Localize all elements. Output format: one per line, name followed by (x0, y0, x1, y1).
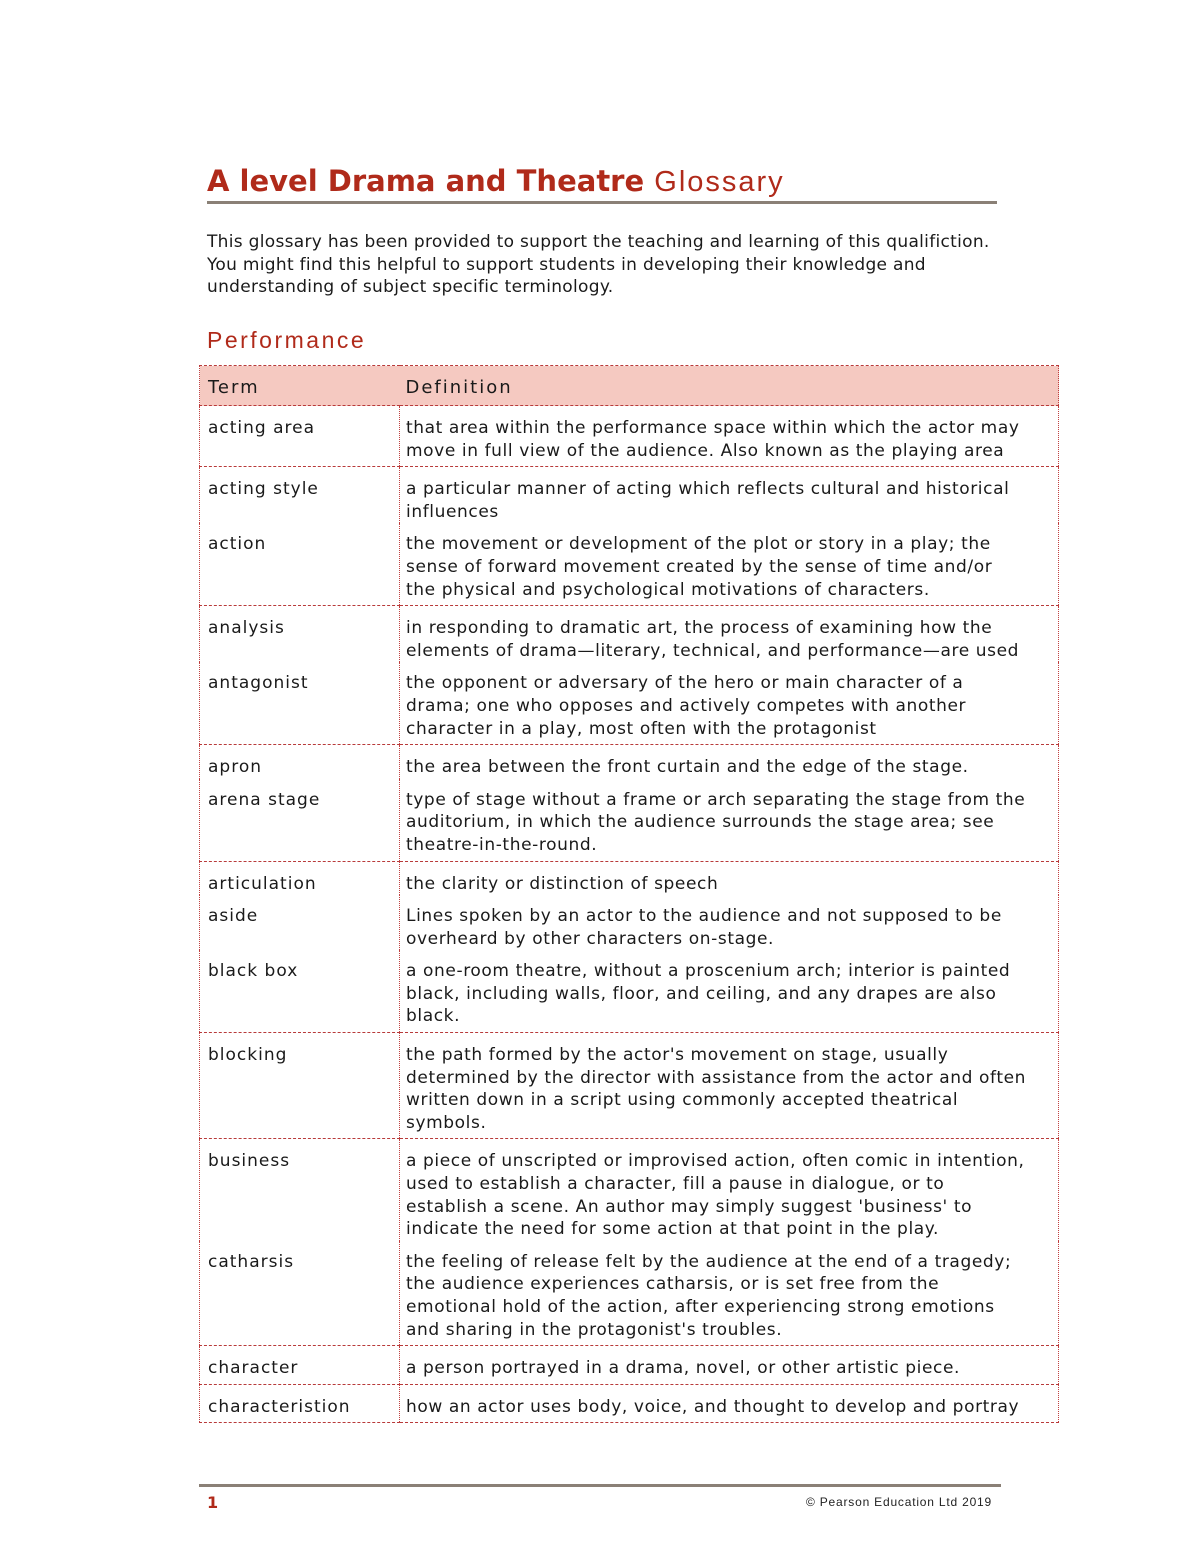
definition-cell (400, 1384, 1059, 1423)
definition-cell (400, 467, 1059, 524)
definition-line: elements of drama—literary, technical, and performance—are used (406, 640, 1020, 661)
definition-line: drama; one who opposes and actively competes with another (406, 695, 967, 716)
definition-line: written down in a script using commonly accepted theatrical (406, 1090, 959, 1111)
definition-line: auditorium, in which the audience surrounds the stage area; see (406, 812, 995, 833)
term-cell: articulation (200, 861, 400, 895)
definition-line: the physical and psychological motivations of characters. (406, 579, 930, 600)
definition-line: sense of forward movement created by the sense of time and/or (406, 556, 993, 577)
definition-line: establish a scene. An author may simply suggest 'business' to (406, 1196, 973, 1217)
intro-line: understanding of subject specific terminology. (207, 277, 614, 297)
definition-line: and sharing in the protagonist's troubles. (406, 1319, 783, 1340)
definition-cell (400, 406, 1059, 467)
term-cell: apron (200, 745, 400, 779)
definition-line: a particular manner of acting which reflects cultural and historical (406, 479, 1010, 500)
definition-line: in responding to dramatic art, the process of examining how the (406, 618, 993, 639)
table-row (200, 662, 1059, 744)
definition-cell (400, 1241, 1059, 1346)
term-cell: antagonist (200, 662, 400, 744)
definition-cell (400, 895, 1059, 950)
definition-line: determined by the director with assistance from the actor and often (406, 1067, 1027, 1088)
definition-cell (400, 861, 1059, 895)
term-cell: action (200, 523, 400, 605)
definition-line: overheard by other characters on-stage. (406, 928, 775, 949)
table-header-row (200, 366, 1059, 406)
definition-line: character in a play, most often with the protagonist (406, 718, 877, 739)
table-row (200, 1241, 1059, 1346)
table-row (200, 895, 1059, 950)
definition-line: move in full view of the audience. Also known as the playing area (406, 440, 1005, 461)
definition-line: the audience experiences catharsis, or is set free from the (406, 1274, 940, 1295)
definition-line: influences (406, 501, 499, 522)
intro-paragraph (207, 231, 1047, 299)
definition-cell (400, 662, 1059, 744)
term-cell: arena stage (200, 779, 400, 861)
definition-line: type of stage without a frame or arch separating the stage from the (406, 789, 1026, 810)
definition-line: used to establish a character, fill a pause in dialogue, or to (406, 1174, 945, 1195)
definition-line: the opponent or adversary of the hero or main character of a (406, 673, 964, 694)
definition-cell (400, 1139, 1059, 1241)
definition-line: symbols. (406, 1112, 487, 1133)
table-row (200, 1033, 1059, 1139)
page-number: 1 (207, 1493, 219, 1512)
definition-cell (400, 523, 1059, 605)
definition-cell (400, 745, 1059, 779)
intro-line: You might find this helpful to support students in developing their knowledge and (207, 254, 926, 275)
term-cell: black box (200, 950, 400, 1032)
term-cell: character (200, 1346, 400, 1385)
definition-line: the clarity or distinction of speech (406, 873, 719, 894)
table-row (200, 406, 1059, 467)
title-suffix: Glossary (654, 166, 785, 198)
footer-divider (199, 1484, 1001, 1487)
definition-cell (400, 779, 1059, 861)
definition-cell (400, 950, 1059, 1032)
section-heading: Performance (207, 327, 367, 353)
definition-line: that area within the performance space within which the actor may (406, 418, 1020, 438)
definition-column-header: Definition (400, 366, 1059, 406)
table-row (200, 1346, 1059, 1385)
table-row (200, 467, 1059, 524)
copyright-notice: © Pearson Education Ltd 2019 (805, 1495, 992, 1509)
glossary-table (199, 365, 1059, 1423)
definition-line: theatre-in-the-round. (406, 834, 598, 855)
table-row (200, 1139, 1059, 1241)
term-column-header: Term (200, 366, 400, 406)
definition-line: black, including walls, floor, and ceiling, and any drapes are also (406, 983, 997, 1004)
definition-line: how an actor uses body, voice, and thought to develop and portray (406, 1396, 1020, 1417)
definition-line: a one-room theatre, without a proscenium arch; interior is painted (406, 961, 1011, 982)
definition-line: the movement or development of the plot or story in a play; the (406, 534, 991, 555)
definition-cell (400, 1033, 1059, 1139)
term-cell: business (200, 1139, 400, 1241)
document-title (207, 164, 997, 204)
table-row (200, 779, 1059, 861)
term-cell: aside (200, 895, 400, 950)
definition-line: Lines spoken by an actor to the audience and not supposed to be (406, 906, 1002, 927)
definition-line: indicate the need for some action at that point in the play. (406, 1219, 940, 1240)
term-cell: acting area (200, 406, 400, 467)
definition-line: the area between the front curtain and the edge of the stage. (406, 757, 969, 778)
term-cell: analysis (200, 606, 400, 663)
table-row (200, 606, 1059, 663)
term-cell: acting style (200, 467, 400, 524)
table-row (200, 1384, 1059, 1423)
term-cell: blocking (200, 1033, 400, 1139)
definition-line: emotional hold of the action, after experiencing strong emotions (406, 1297, 995, 1317)
definition-line: black. (406, 1006, 461, 1027)
term-cell: characteristion (200, 1384, 400, 1423)
definition-cell (400, 1346, 1059, 1385)
table-row (200, 745, 1059, 779)
definition-line: a person portrayed in a drama, novel, or other artistic piece. (406, 1358, 961, 1379)
definition-cell (400, 606, 1059, 663)
table-row (200, 861, 1059, 895)
definition-line: a piece of unscripted or improvised action, often comic in intention, (406, 1151, 1025, 1172)
title-main: A level Drama and Theatre (207, 164, 645, 198)
definition-line: the path formed by the actor's movement on stage, usually (406, 1045, 949, 1066)
table-row (200, 523, 1059, 605)
intro-line: This glossary has been provided to support the teaching and learning of this qualifiction. (207, 232, 990, 252)
term-cell: catharsis (200, 1241, 400, 1346)
table-row (200, 950, 1059, 1032)
definition-line: the feeling of release felt by the audience at the end of a tragedy; (406, 1251, 1012, 1272)
